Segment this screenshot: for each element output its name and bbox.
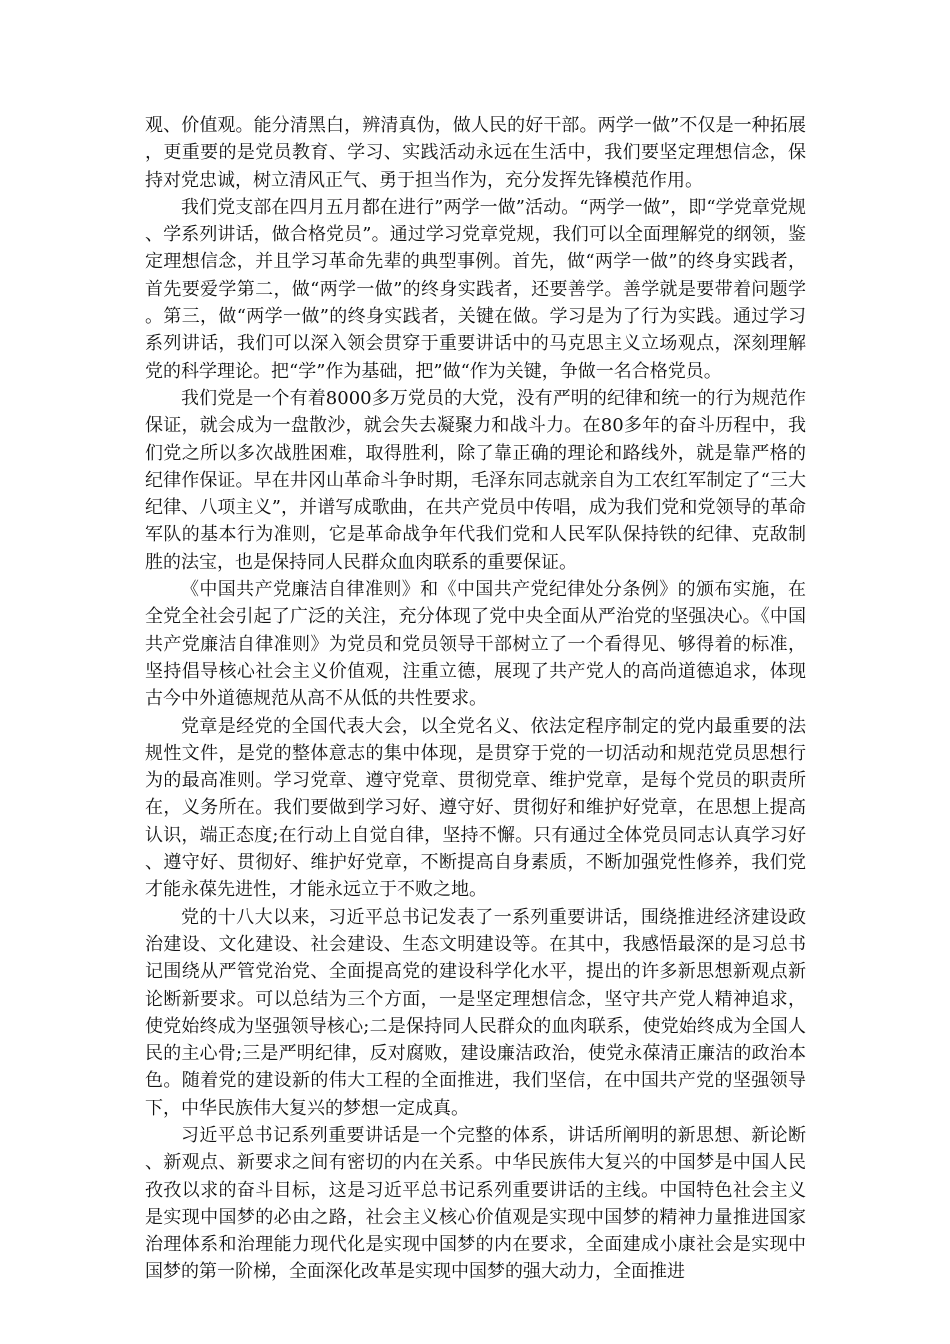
document-body (145, 112, 806, 1286)
paragraph-party-constitution: 党章是经党的全国代表大会，以全党名义、依法定程序制定的党内最重要的法规性文件，是党的整体意志的集中体现，是贯穿于党的一切活动和规范党员思想行为的最高准则。学习党章、遵守党章、贯彻党章、维护党章，是每个党员的职责所在，义务所在。我们要做到学习好、遵守好、贯彻好和维护好党章，在思想上提高认识，端正态度;在行动上自觉自律，坚持不懈。只有通过全体党员同志认真学习好、遵守好、贯彻好、维护好党章，不断提高自身素质，不断加强党性修养，我们党才能永葆先进性，才能永远立于不败之地。 (145, 715, 806, 901)
paragraph-party-discipline: 我们党是一个有着8000多万党员的大党，没有严明的纪律和统一的行为规范作保证，就会成为一盘散沙，就会失去凝聚力和战斗力。在80多年的奋斗历程中，我们党之所以多次战胜困难，取得胜利，除了靠正确的理论和路线外，就是靠严格的纪律作保证。早在井冈山革命斗争时期，毛泽东同志就亲自为工农红军制定了“三大纪律、八项主义”，并谱写成歌曲，在共产党员中传唱，成为我们党和党领导的革命军队的基本行为准则，它是革命战争年代我们党和人民军队保持铁的纪律、克敌制胜的法宝，也是保持同人民群众血肉联系的重要保证。 (145, 387, 806, 573)
paragraph-two-learn-one-do: 我们党支部在四月五月都在进行”两学一做”活动。“两学一做”，即“学党章党规、学系列讲话，做合格党员”。通过学习党章党规，我们可以全面理解党的纲领，鉴定理想信念，并且学习革命先辈的典型事例。首先，做“两学一做”的终身实践者，首先要爱学第二，做“两学一做”的终身实践者，还要善学。善学就是要带着问题学。第三，做“两学一做”的终身实践者，关键在做。学习是为了行为实践。通过学习系列讲话，我们可以深入领会贯穿于重要讲话中的马克思主义立场观点，深刻理解党的科学理论。把“学”作为基础，把”做“作为关键，争做一名合格党员。 (145, 196, 806, 382)
paragraph-speech-system: 习近平总书记系列重要讲话是一个完整的体系，讲话所阐明的新思想、新论断、新观点、新要求之间有密切的内在关系。中华民族伟大复兴的中国梦是中国人民孜孜以求的奋斗目标，这是习近平总书记系列重要讲话的主线。中国特色社会主义是实现中国梦的必由之路，社会主义核心价值观是实现中国梦的精神力量推进国家治理体系和治理能力现代化是实现中国梦的内在要求，全面建成小康社会是实现中国梦的第一阶梯，全面深化改革是实现中国梦的强大动力，全面推进 (145, 1124, 806, 1283)
paragraph-continuation: 观、价值观。能分清黑白，辨清真伪，做人民的好干部。两学一做”不仅是一种拓展，更重要的是党员教育、学习、实践活动永远在生活中，我们要坚定理想信念，保持对党忠诚，树立清风正气、勇于担当作为，充分发挥先锋模范作用。 (145, 115, 806, 191)
paragraph-eighteenth-congress: 党的十八大以来，习近平总书记发表了一系列重要讲话，围绕推进经济建设政治建设、文化建设、社会建设、生态文明建设等。在其中，我感悟最深的是习总书记围绕从严管党治党、全面提高党的建设科学化水平，提出的许多新思想新观点新论断新要求。可以总结为三个方面，一是坚定理想信念，坚守共产党人精神追求，使党始终成为坚强领导核心;二是保持同人民群众的血肉联系，使党始终成为全国人民的主心骨;三是严明纪律，反对腐败，建设廉洁政治，使党永葆清正廉洁的政治本色。随着党的建设新的伟大工程的全面推进，我们坚信，在中国共产党的坚强领导下，中华民族伟大复兴的梦想一定成真。 (145, 906, 806, 1119)
paragraph-integrity-code: 《中国共产党廉洁自律准则》和《中国共产党纪律处分条例》的颁布实施，在全党全社会引起了广泛的关注，充分体现了党中央全面从严治党的坚强决心。《中国共产党廉洁自律准则》为党员和党员领导干部树立了一个看得见、够得着的标准，坚持倡导核心社会主义价值观，注重立德，展现了共产党人的高尚道德追求，体现古今中外道德规范从高不从低的共性要求。 (145, 579, 806, 710)
